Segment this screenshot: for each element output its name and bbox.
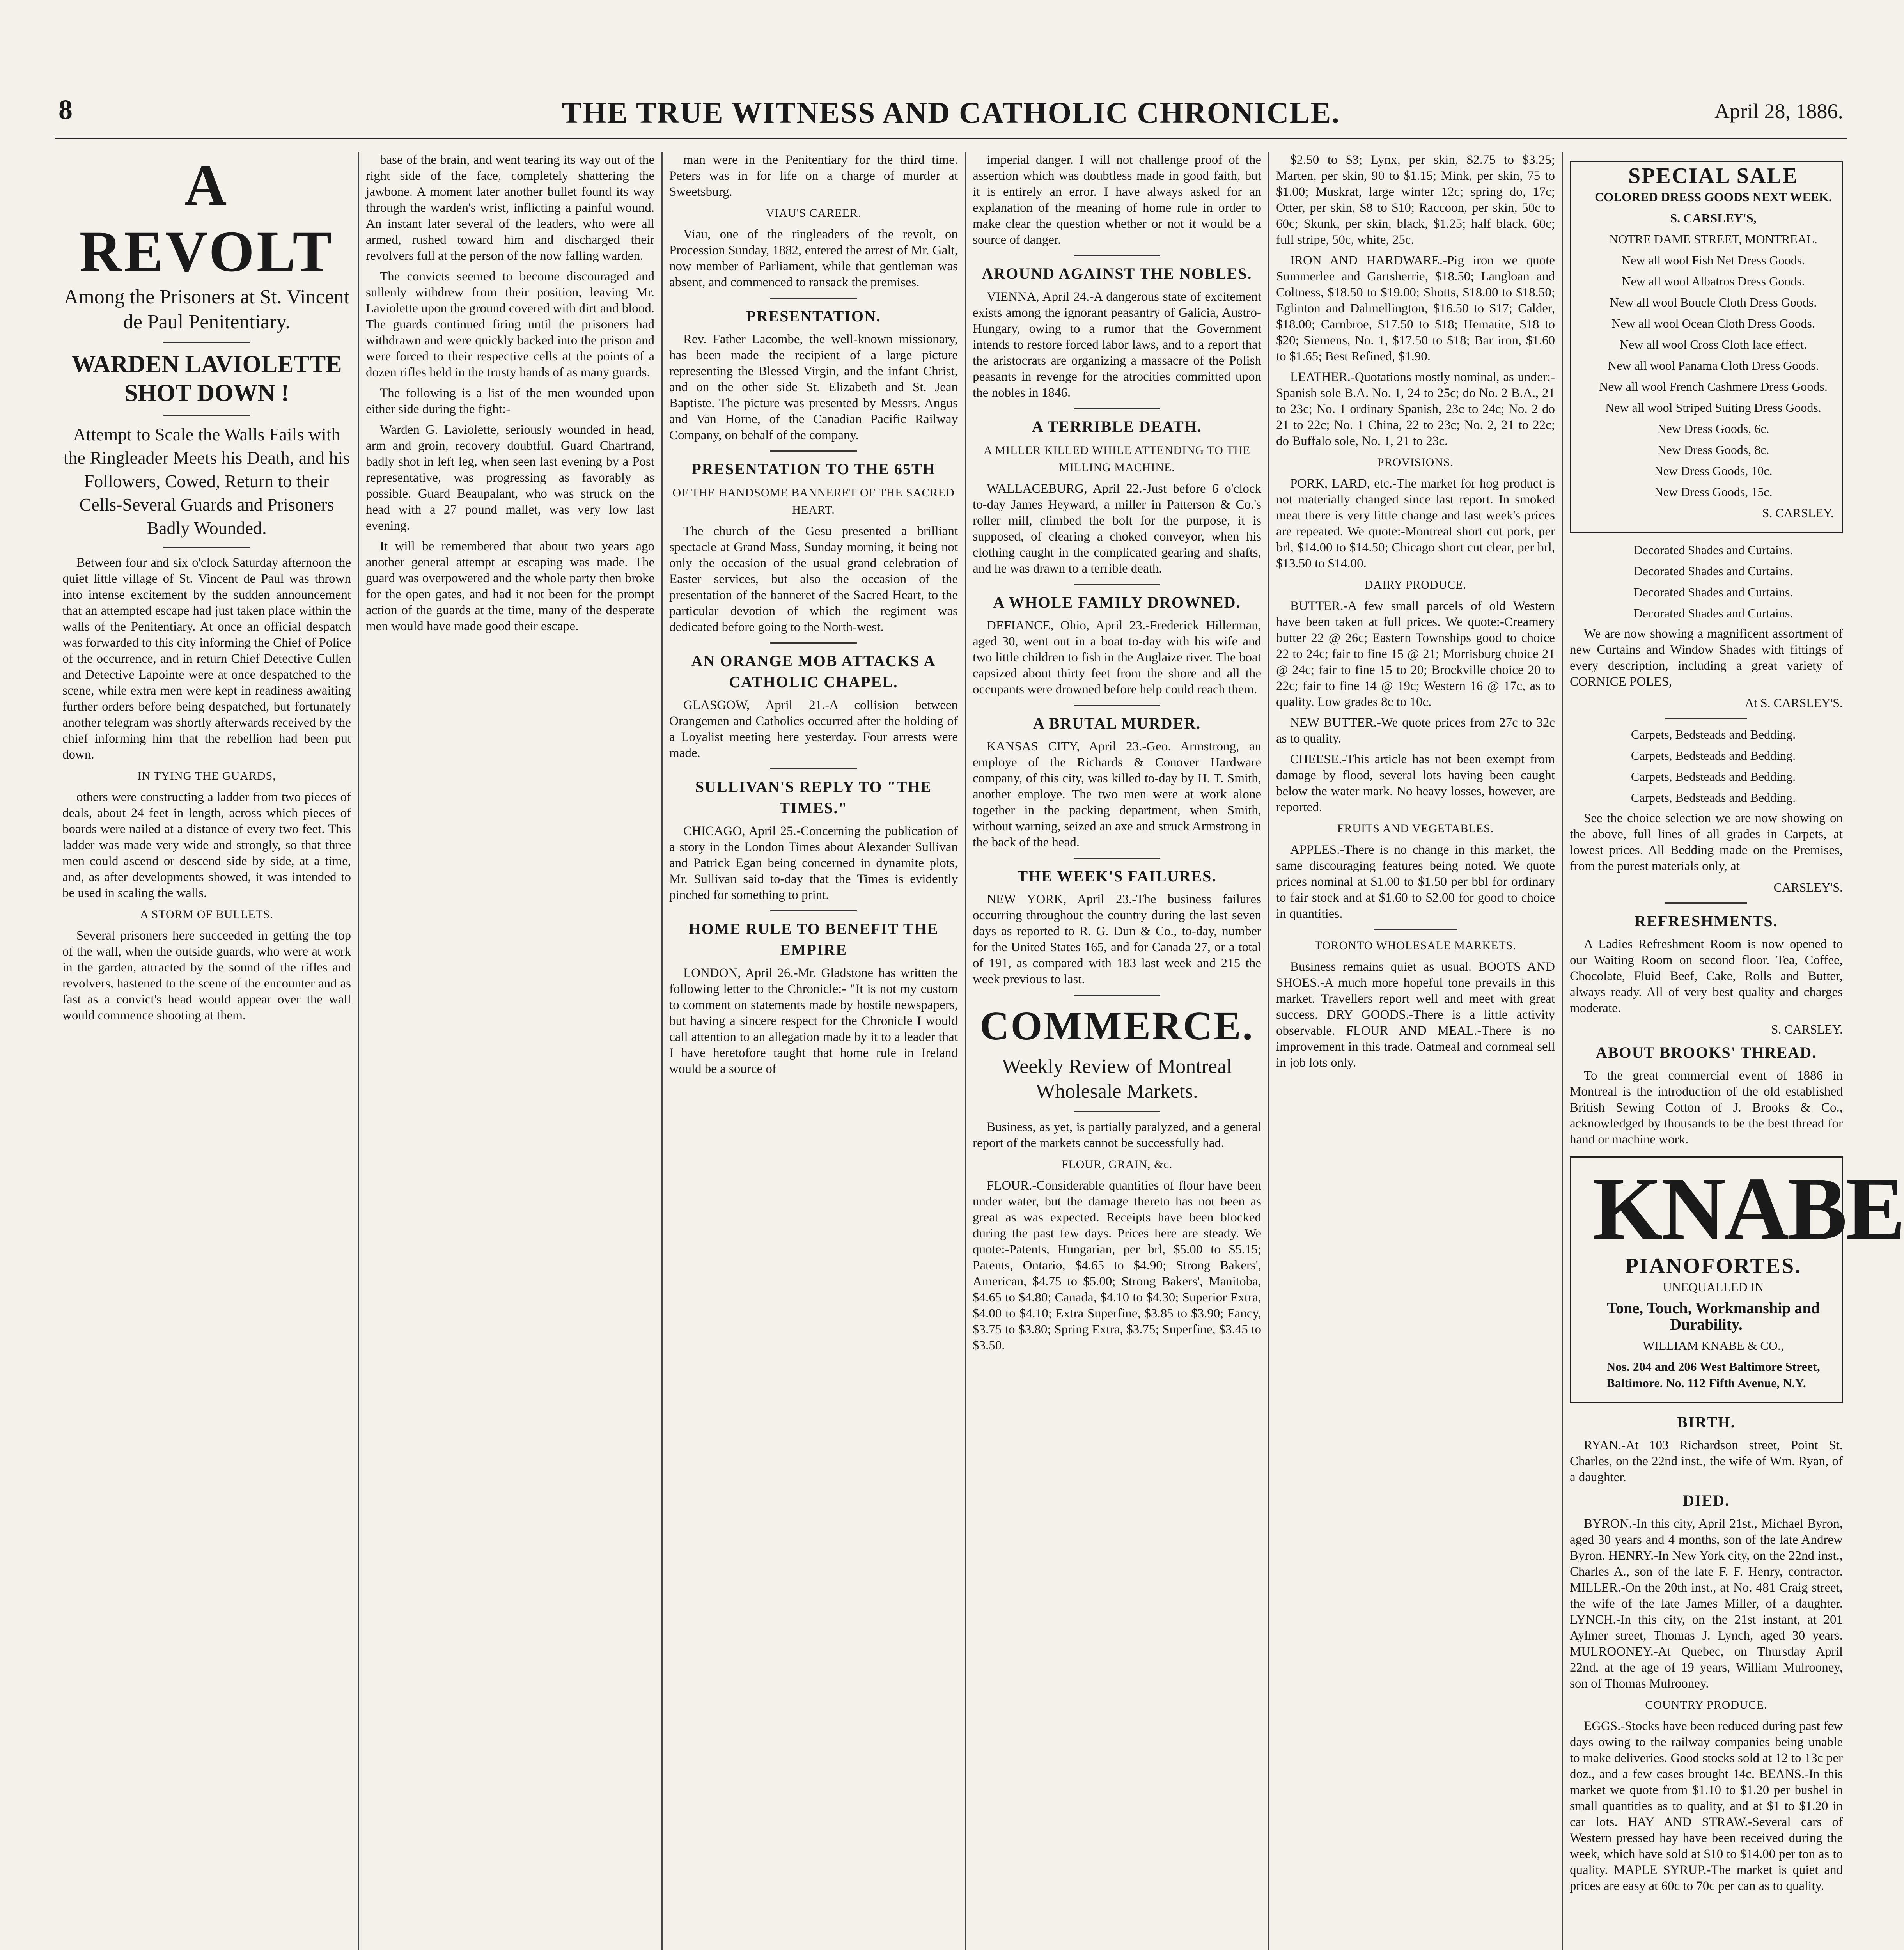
ad-body: See the choice selection we are now showing on the above, full lines of all grades in Carpets, at lowest prices. All Bedding made on the Premises, from the purest materials only, at: [1570, 811, 1843, 873]
divider: [163, 415, 250, 416]
article-paragraph: DEFIANCE, Ohio, April 23.-Frederick Hillerman, aged 30, went out in a boat to-day with his wife and two little children to fish in the Auglaize river. The boat capsized about thirty feet from the shore and all the occupants were drowned before help could reach them.: [973, 619, 1261, 697]
article-headline: HOME RULE TO BENEFIT THE EMPIRE: [688, 920, 939, 959]
ad-line: New Dress Goods, 15c.: [1654, 485, 1773, 499]
ad-title: PIANOFORTES.: [1625, 1254, 1802, 1278]
died-heading: DIED.: [1682, 1492, 1730, 1509]
article-paragraph: base of the brain, and went tearing its way out of the right side of the face, completely shattering the jawbone. A moment later another bullet found its way through the warden's wrist, inflicting a painful wound. An instant later several of the leaders, who were all armed, rushed toward him and discharged their revolvers full at the person of the now falling warden.: [366, 153, 654, 263]
column-2: [366, 152, 654, 1950]
divider: [770, 910, 857, 911]
column-rule: [661, 152, 663, 1950]
article-headline: A WHOLE FAMILY DROWNED.: [993, 594, 1241, 611]
ad-line: Carpets, Bedsteads and Bedding.: [1631, 748, 1796, 762]
ad-line: Decorated Shades and Curtains.: [1633, 606, 1793, 620]
article-headline: PRESENTATION TO THE 65TH: [691, 460, 936, 478]
article-paragraph: $2.50 to $3; Lynx, per skin, $2.75 to $3.25; Marten, per skin, 90 to $1.15; Mink, per skin, 75 to $1.00; Muskrat, large winter 12c; spring do, 17c; Otter, per skin, $8 to $10; Raccoon, per skin, 50c to 60c; Skunk, per skin, black, $1.25; half black, 60c; full stripe, 50c, white, 25c.: [1276, 153, 1555, 247]
column-rule: [1268, 152, 1269, 1950]
article-headline: SULLIVAN'S REPLY TO "THE TIMES.": [695, 778, 932, 817]
headline-revolt: A REVOLT: [79, 153, 334, 284]
deck-warden-shot: WARDEN LAVIOLETTE SHOT DOWN !: [71, 351, 342, 406]
section-subhead: A MILLER KILLED WHILE ATTENDING TO THE MILLING MACHINE.: [983, 444, 1251, 474]
divider: [1665, 902, 1747, 904]
column-1: [62, 152, 351, 1950]
column-4: [973, 152, 1261, 1950]
article-paragraph: LONDON, April 26.-Mr. Gladstone has written the following letter to the Chronicle:- "It is not my custom to comment on statements made by hostile newspapers, but having a sincere respect for the Chronicle I would call attention to an allegation made by it to a leader that I have heretofore taught that home rule in Ireland would be a source of: [669, 966, 958, 1076]
ad-body: To the great commercial event of 1886 in Montreal is the introduction of the old established British Sewing Cotton of J. Brooks & Co., acknowledged by thousands to be the best thread for hand or machine work.: [1570, 1069, 1843, 1147]
divider: [1074, 255, 1160, 256]
article-headline: AROUND AGAINST THE NOBLES.: [982, 265, 1252, 282]
knabe-wordmark: KNABE: [1593, 1159, 1904, 1258]
article-paragraph: Warden G. Laviolette, seriously wounded in head, arm and groin, recovery doubtful. Guard Chartrand, badly shot in left leg, when seen last evening by a Post representative, was progressing as favorably as possible. Guard Beaupalant, who was struck on the head with a 27 pound mallet, was very low last evening.: [366, 423, 654, 533]
ad-line: Carpets, Bedsteads and Bedding.: [1631, 769, 1796, 784]
article-paragraph: Viau, one of the ringleaders of the revolt, on Procession Sunday, 1882, entered the arrest of Mr. Galt, now member of Parliament, while that gentleman was absent, and commenced to ransack the premises.: [669, 227, 958, 289]
article-paragraph: LEATHER.-Quotations mostly nominal, as under:-Spanish sole B.A. No. 1, 24 to 25c; do No. 2 B.A., 21 to 23c; No. 1 ordinary Spanish, 23c to 24c; No. 2 do 21 to 22c; No. 1 China, 22 to 23c; No. 2, 21 to 22c; do Buffalo sole, No. 1, 21 to 23c.: [1276, 370, 1555, 448]
birth-notice: RYAN.-At 103 Richardson street, Point St. Charles, on the 22nd inst., the wife of Wm. Ryan, of a daughter.: [1570, 1438, 1843, 1484]
divider: [1074, 994, 1160, 996]
section-subhead: VIAU'S CAREER.: [766, 207, 862, 220]
divider: [1665, 718, 1747, 719]
section-subhead: IN TYING THE GUARDS,: [137, 769, 276, 782]
article-headline: THE WEEK'S FAILURES.: [1017, 867, 1217, 885]
divider: [163, 342, 250, 343]
column-rule: [965, 152, 966, 1950]
article-paragraph: Business remains quiet as usual. BOOTS AND SHOES.-A much more hopeful tone prevails in this market. Travellers report well and meet with great success. DRY GOODS.-There is a little activity observable. FLOUR AND MEAL.-There is no improvement in this trade. Oatmeal and cornmeal sell in job lots only.: [1276, 960, 1555, 1070]
column-5: [1276, 152, 1555, 1950]
divider: [770, 768, 857, 769]
article-paragraph: It will be remembered that about two years ago another general attempt at escaping was made. The guard was overpowered and the whole party then broke for the open gates, and had it not been for the prompt action of the guards at the time, many of the desperate men would have made good their escape.: [366, 539, 654, 633]
ad-store-name: S. CARSLEY'S,: [1670, 211, 1757, 225]
ad-line: Carpets, Bedsteads and Bedding.: [1631, 791, 1796, 805]
ad-line: Decorated Shades and Curtains.: [1633, 585, 1793, 599]
ad-body: A Ladies Refreshment Room is now opened to our Waiting Room on second floor. Tea, Coffee, Chocolate, Fluid Beef, Cake, Rolls and Butter, always ready. All of very best quality and charges moderate.: [1570, 937, 1843, 1015]
article-paragraph: Several prisoners here succeeded in getting the top of the wall, when the outside guards, who were at work in the garden, attracted by the sound of the rifles and revolvers, hastened to the scene of the encounter and as fast as a convict's head would appear over the wall would commence shooting at them.: [62, 929, 351, 1023]
deck-summary: Attempt to Scale the Walls Fails with the Ringleader Meets his Death, and his Followers, Cowed, Return to their Cells-Several Guards and Prisoners Badly Wounded.: [63, 424, 350, 538]
ad-line: New all wool Cross Cloth lace effect.: [1619, 337, 1807, 351]
article-headline: AN ORANGE MOB ATTACKS A CATHOLIC CHAPEL.: [691, 652, 936, 691]
ad-subtitle: COLORED DRESS GOODS NEXT WEEK.: [1595, 190, 1832, 204]
ad-line: Tone, Touch, Workmanship and Durability.: [1607, 1299, 1820, 1333]
section-subhead: OF THE HANDSOME BANNERET OF THE SACRED HEART.: [672, 486, 955, 516]
article-paragraph: KANSAS CITY, April 23.-Geo. Armstrong, an employe of the Richards & Conover Hardware company, of this city, was killed to-day by H. T. Smith, another employe. The two men were at work alone together in the packing department, when Smith, without warning, seized an axe and struck Armstrong in the back of the head.: [973, 739, 1261, 849]
column-rule: [358, 152, 359, 1950]
divider: [1074, 1111, 1160, 1112]
article-paragraph: Rev. Father Lacombe, the well-known missionary, has been made the recipient of a large picture representing the Blessed Virgin, and the infant Christ, and on the other side St. Elizabeth and St. Jean Baptiste. The picture was presented by Messrs. Angus and Van Horne, of the Canadian Pacific Railway Company, on behalf of the company.: [669, 332, 958, 442]
masthead: [55, 90, 1847, 139]
ad-line: WILLIAM KNABE & CO.,: [1643, 1338, 1784, 1353]
article-paragraph: The church of the Gesu presented a brilliant spectacle at Grand Mass, Sunday morning, it being not only the occasion of the usual grand celebration of Easter services, but also the occasion of the presentation of the banneret of the Sacred Heart, to the particular devotion of which the regiment was dedicated before going to the North-west.: [669, 524, 958, 634]
carpets-ad: [1570, 726, 1843, 895]
article-headline: A BRUTAL MURDER.: [1033, 714, 1201, 732]
article-paragraph: The following is a list of the men wounded upon either side during the fight:-: [366, 386, 654, 416]
section-subhead: PROVISIONS.: [1377, 456, 1454, 469]
article-headline: PRESENTATION.: [746, 307, 881, 325]
ad-signature: At S. CARSLEY'S.: [1744, 696, 1843, 710]
ad-line: New all wool French Cashmere Dress Goods.: [1599, 379, 1828, 394]
section-subhead: COUNTRY PRODUCE.: [1645, 1698, 1767, 1711]
divider: [770, 642, 857, 644]
section-subhead: FLOUR, GRAIN, &c.: [1061, 1158, 1173, 1171]
article-paragraph: FLOUR.-Considerable quantities of flour have been under water, but the damage thereto has not been as great as was expected. Receipts have been blocked during the past few days. Prices here are steady. We quote:-Patents, Hungarian, per brl, $5.00 to $5.15; Patents, Ontario, $4.65 to $4.90; Strong Bakers', American, $4.75 to $5.00; Strong Bakers', Manitoba, $4.65 to $4.80; Canada, $4.10 to $4.30; Superior Extra, $4.00 to $4.10; Extra Superfine, $3.85 to $3.90; Fancy, $3.75 to $3.80; Spring Extra, $3.75; Superfine, $3.45 to $3.50.: [973, 1179, 1261, 1353]
commerce-subheadline: Weekly Review of Montreal Wholesale Markets.: [1002, 1055, 1232, 1103]
divider: [163, 547, 250, 548]
column-rule: [1562, 152, 1563, 1950]
ad-line: New all wool Boucle Cloth Dress Goods.: [1610, 295, 1817, 309]
page-number: 8: [59, 94, 73, 125]
article-paragraph: WALLACEBURG, April 22.-Just before 6 o'clock to-day James Heyward, a miller in Patterson & Co.'s roller mill, climbed the bolt for the purpose, it is supposed, of clearing a choked conveyor, when his clothing caught in the complicated gearing and shafts, and he was drawn to a terrible death.: [973, 482, 1261, 576]
section-subhead: DAIRY PRODUCE.: [1364, 578, 1467, 591]
divider: [1074, 858, 1160, 859]
ad-line: Decorated Shades and Curtains.: [1633, 564, 1793, 578]
divider: [1374, 929, 1457, 930]
ad-line: New all wool Albatros Dress Goods.: [1622, 274, 1805, 288]
article-paragraph: Between four and six o'clock Saturday afternoon the quiet little village of St. Vincent de Paul was thrown into intense excitement by the sudden announcement that an attempted escape had just taken place within the walls of the Penitentiary. At once an official despatch was forwarded to this city informing the Chief of Police of the occurrence, and in return Chief Detective Cullen and Detective Lapointe were at once despatched to the scene, while extra men were kept in readiness awaiting further orders before being despatched, but fortunately another telegram was shortly afterwards received by the chief informing him that the rebellion had been put down.: [62, 556, 351, 762]
section-subhead: TORONTO WHOLESALE MARKETS.: [1315, 939, 1516, 952]
article-paragraph: Business, as yet, is partially paralyzed, and a general report of the markets cannot be successfully had.: [973, 1120, 1261, 1150]
ad-line: Carpets, Bedsteads and Bedding.: [1631, 727, 1796, 741]
newspaper-title: THE TRUE WITNESS AND CATHOLIC CHRONICLE.: [562, 96, 1340, 129]
article-paragraph: others were constructing a ladder from two pieces of deals, about 24 feet in length, across which pieces of boards were nailed at a distance of every two feet. This ladder was made very wide and strongly, so that three men could ascend or descend side by side, at a time, and, as after developments showed, it was intended to be used in scaling the walls.: [62, 790, 351, 900]
article-headline: A TERRIBLE DEATH.: [1032, 418, 1202, 435]
ad-line: UNEQUALLED IN: [1663, 1280, 1764, 1294]
deck-subheadline: Among the Prisoners at St. Vincent de Paul Penitentiary.: [64, 286, 350, 333]
ad-address: Nos. 204 and 206 West Baltimore Street, Baltimore. No. 112 Fifth Avenue, N.Y.: [1606, 1360, 1820, 1390]
divider: [1074, 584, 1160, 585]
section-subhead: A STORM OF BULLETS.: [140, 908, 273, 921]
ad-line: New all wool Striped Suiting Dress Goods.: [1605, 401, 1821, 415]
divider: [770, 450, 857, 452]
article-paragraph: The convicts seemed to become discouraged and sullenly withdrew from their position, leaving Mr. Laviolette upon the ground covered with dirt and blood. The guards continued firing until the prisoners had withdrawn and were quickly backed into the prison and were forced to their respective cells at the points of a dozen rifles held in the trusty hands of as many guards.: [366, 269, 654, 379]
ad-signature: S. CARSLEY.: [1771, 1022, 1843, 1036]
ad-line: New all wool Ocean Cloth Dress Goods.: [1611, 316, 1815, 330]
article-paragraph: IRON AND HARDWARE.-Pig iron we quote Summerlee and Gartsherrie, $18.50; Langloan and Coltness, $18.50 to $19.00; Shotts, $18.00 to $18.50; Eglinton and Dalmellington, $16.50 to $17; Calder, $18.00; Carnbroe, $17.50 to $18; Hematite, $18 to $20; Siemens, No. 1, $17.50 to $18; Bar iron, $1.60 to $1.65; Best Refined, $1.90.: [1276, 254, 1555, 363]
article-paragraph: NEW YORK, April 23.-The business failures occurring throughout the country during the last seven days as reported to R. G. Dun & Co., to-day, number for the United States 165, and for Canada 27, or a total of 191, as compared with 183 last week and 215 the week previous to last.: [973, 892, 1261, 986]
commerce-headline: COMMERCE.: [980, 1003, 1254, 1048]
article-paragraph: imperial danger. I will not challenge proof of the assertion which was doubtless made in good faith, but it is entirely an error. I have always asked for an explanation of the meaning of home rule in order to make clear the question whether or not it would be a source of danger.: [973, 153, 1261, 247]
ad-line: Decorated Shades and Curtains.: [1633, 543, 1793, 557]
ad-title: SPECIAL SALE: [1628, 164, 1798, 188]
article-paragraph: GLASGOW, April 21.-A collision between Orangemen and Catholics occurred after the holding of a Loyalist meeting here yesterday. Four arrests were made.: [669, 698, 958, 760]
ad-signature: S. CARSLEY.: [1762, 506, 1834, 520]
curtains-ad: [1570, 542, 1843, 711]
article-paragraph: PORK, LARD, etc.-The market for hog product is not materially changed since last report. In smoked meat there is very little change and last week's prices are repeated. We quote:-Montreal short cut pork, per brl, $14.00 to $14.50; Chicago short cut clear, per brl, $13.50 to $14.00.: [1276, 477, 1555, 571]
ad-signature: CARSLEY'S.: [1773, 880, 1843, 894]
divider: [770, 298, 857, 299]
death-notices: BYRON.-In this city, April 21st., Michael Byron, aged 30 years and 4 months, son of the late Andrew Byron. HENRY.-In New York city, on the 22nd inst., Charles A., son of the late F. F. Henry, contractor. MILLER.-On the 20th inst., at No. 481 Craig street, the wife of the late James Miller, of a daughter. LYNCH.-In this city, on the 21st instant, at 201 Aylmer street, Thomas J. Lynch, aged 30 years. MULROONEY.-At Quebec, on Thursday April 22nd, at the age of 19 years, William Mulrooney, son of Thomas Mulrooney.: [1570, 1517, 1843, 1691]
ad-line: New Dress Goods, 10c.: [1654, 464, 1773, 478]
ad-line: New all wool Fish Net Dress Goods.: [1621, 253, 1805, 267]
ad-line: New Dress Goods, 8c.: [1657, 443, 1769, 457]
birth-heading: BIRTH.: [1677, 1413, 1736, 1431]
divider: [1074, 705, 1160, 706]
divider: [1074, 408, 1160, 409]
article-paragraph: NEW BUTTER.-We quote prices from 27c to 32c as to quality.: [1276, 716, 1555, 746]
ad-line: New all wool Panama Cloth Dress Goods.: [1608, 358, 1819, 372]
article-paragraph: VIENNA, April 24.-A dangerous state of excitement exists among the ignorant peasantry of Galicia, Austro-Hungary, owing to a rumor that the Government intends to restore forced labor laws, and to a report that the aristocrats are organizing a massacre of the Polish peasants in revenge for the atrocities committed upon the nobles in 1846.: [973, 290, 1261, 400]
article-paragraph: man were in the Penitentiary for the third time. Peters was in for life on a charge of murder at Sweetsburg.: [669, 153, 958, 199]
column-3: [669, 152, 958, 1950]
special-sale-ad: [1570, 161, 1843, 533]
ad-body: We are now showing a magnificent assortment of new Curtains and Window Shades with fittings of every description, including a great variety of CORNICE POLES,: [1570, 627, 1843, 689]
article-paragraph: BUTTER.-A few small parcels of old Western have been taken at full prices. We quote:-Creamery butter 22 @ 26c; Eastern Townships good to choice 22 to 24c; fair to fine 15 @ 21; Morrisburg choice 21 @ 24c; fair to fine 15 to 20; Brockville choice 20 to 22c; fair to fine 14 @ 19c; Western 16 @ 17c, as to quality. Low grades 8c to 10c.: [1276, 599, 1555, 709]
column-6-ads: [1570, 152, 1904, 1950]
ad-address: NOTRE DAME STREET, MONTREAL.: [1609, 232, 1817, 246]
ad-line: New Dress Goods, 6c.: [1657, 422, 1769, 436]
article-paragraph: APPLES.-There is no change in this market, the same discouraging features being noted. We quote prices nominal at $1.00 to $1.50 per bbl for ordinary to fair stock and at $1.60 to $2.00 for good to choice in quantities.: [1276, 843, 1555, 921]
knabe-pianos-ad: [1570, 1156, 1904, 1403]
article-paragraph: EGGS.-Stocks have been reduced during past few days owing to the railway companies being unable to make deliveries. Good stocks sold at 12 to 13c per doz., and a few cases brought 14c. BEANS.-In this market we quote from $1.10 to $1.20 per bushel in small quantities as to quality, and at $1 to $1.20 in car lots. HAY AND STRAW.-Several cars of Western pressed hay have been received during the week, which have sold at $10 to $14.00 per ton as to quality. MAPLE SYRUP.-The market is quiet and prices are easy at 60c to 70c per can as to quality.: [1570, 1719, 1843, 1893]
refreshments-title: REFRESHMENTS.: [1635, 912, 1778, 930]
issue-date: April 28, 1886.: [1714, 99, 1843, 123]
article-paragraph: CHICAGO, April 25.-Concerning the publication of a story in the London Times about Alexander Sullivan and Patrick Egan being concerned in dynamite plots, Mr. Sullivan said to-day that the Times is evidently pinched for something to print.: [669, 824, 958, 902]
article-paragraph: CHEESE.-This article has not been exempt from damage by flood, several lots having been caught below the water mark. No heavy losses, however, are reported.: [1276, 752, 1555, 814]
section-subhead: FRUITS AND VEGETABLES.: [1337, 822, 1494, 835]
brooks-thread-title: ABOUT BROOKS' THREAD.: [1596, 1044, 1817, 1061]
